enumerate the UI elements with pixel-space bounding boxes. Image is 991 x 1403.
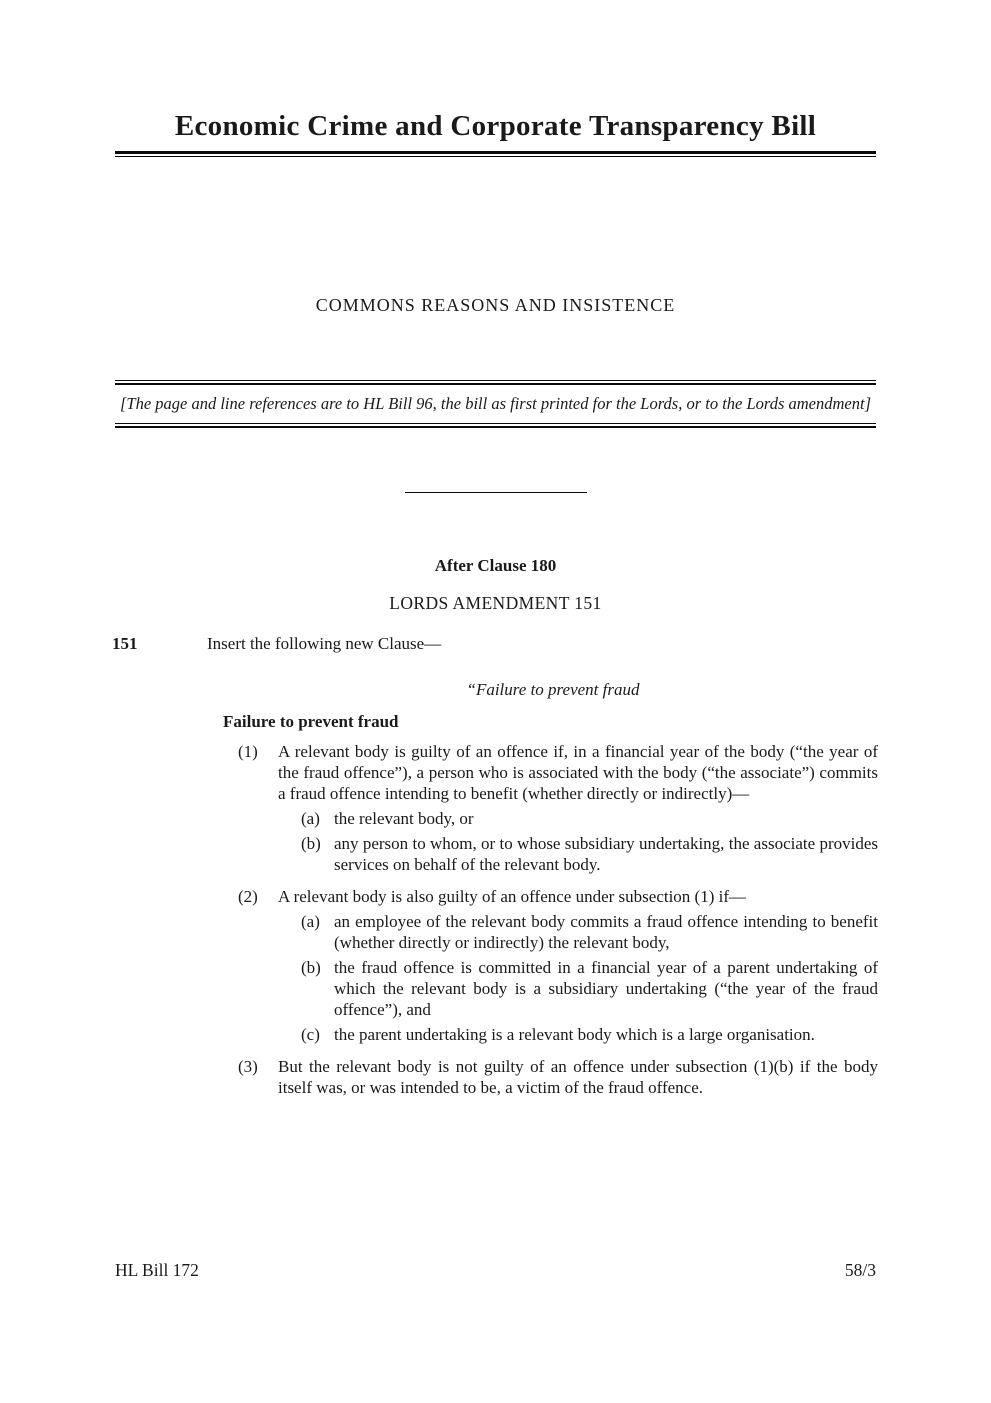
item-letter: (b) [301, 834, 321, 853]
subsection-1-item-a [301, 808, 878, 829]
subsection-2 [238, 886, 878, 907]
item-text: the parent undertaking is a relevant body which is a large organisation. [334, 1025, 815, 1044]
subsection-1-item-b [301, 833, 878, 875]
amendment-number: 151 [112, 634, 138, 653]
subsection-text: But the relevant body is not guilty of an offence under subsection (1)(b) if the body itself was, or was intended to be, a victim of the fraud offence. [278, 1057, 878, 1097]
subsection-number: (3) [238, 1057, 258, 1076]
note-bottom-rule [115, 423, 876, 428]
title-double-rule [115, 151, 876, 157]
item-letter: (b) [301, 958, 321, 977]
new-clause-quoted-title: “Failure to prevent fraud [466, 680, 640, 699]
reference-note-text: [The page and line references are to HL Bill 96, the bill as first printed for the Lords, or to the Lords amendment] [119, 394, 872, 413]
page-footer [115, 1260, 876, 1281]
subsection-text: A relevant body is also guilty of an offence under subsection (1) if— [278, 887, 747, 906]
place-heading: After Clause 180 [434, 556, 557, 575]
separator-rule [405, 492, 587, 493]
subsection-text: A relevant body is guilty of an offence if, in a financial year of the body (“the year of the fraud offence”), a person who is associated with the body (“the associate”) commits a fraud offence intending to benefit (whether directly or indirectly)— [278, 742, 878, 803]
subsection-2-item-b [301, 957, 878, 1020]
new-clause-heading: Failure to prevent fraud [223, 712, 399, 731]
item-text: the relevant body, or [334, 809, 474, 828]
clause-provisions [238, 741, 878, 1098]
session-number: 58/3 [844, 1260, 876, 1280]
item-text: any person to whom, or to whose subsidiary undertaking, the associate provides services on behalf of the relevant body. [334, 834, 878, 874]
subsection-number: (1) [238, 742, 258, 761]
item-letter: (c) [301, 1025, 320, 1044]
subsection-number: (2) [238, 887, 258, 906]
subsection-1 [238, 741, 878, 804]
item-letter: (a) [301, 912, 320, 931]
amendment-heading: LORDS AMENDMENT 151 [389, 593, 602, 613]
page-title: Economic Crime and Corporate Transparency Bill [174, 110, 817, 142]
item-text: the fraud offence is committed in a financial year of a parent undertaking of which the relevant body is a subsidiary undertaking (“the year of the fraud offence”), and [334, 958, 878, 1019]
item-text: an employee of the relevant body commits a fraud offence intending to benefit (whether directly or indirectly) the relevant body, [334, 912, 878, 952]
subsection-3 [238, 1056, 878, 1098]
commons-reasons-heading: COMMONS REASONS AND INSISTENCE [315, 295, 676, 315]
bill-print-number: HL Bill 172 [115, 1260, 199, 1280]
reference-note-box [115, 380, 876, 428]
item-letter: (a) [301, 809, 320, 828]
amendment-instruction: Insert the following new Clause— [207, 634, 442, 653]
amendment-instruction-line [112, 633, 441, 654]
subsection-2-item-a [301, 911, 878, 953]
subsection-2-item-c [301, 1024, 878, 1045]
